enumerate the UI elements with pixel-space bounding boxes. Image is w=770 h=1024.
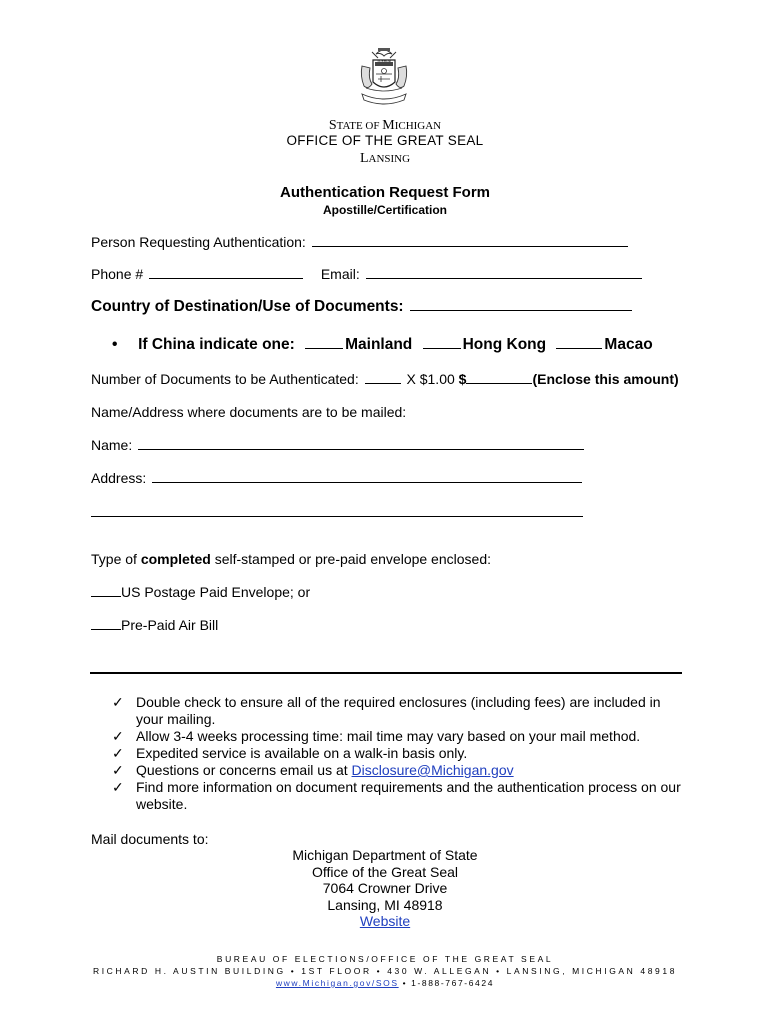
phone-label: Phone # (91, 266, 144, 282)
enclose-text: (Enclose this amount) (532, 371, 679, 387)
checklist-item: ✓ Allow 3-4 weeks processing time: mail time may vary based on your mail method. (112, 728, 641, 744)
check-icon: ✓ (112, 728, 124, 744)
envelope-option-air-bill: Pre-Paid Air Bill (91, 617, 218, 633)
china-mainland-field[interactable] (305, 347, 343, 349)
envelope-option-us-postage: US Postage Paid Envelope; or (91, 584, 310, 600)
mailing-line: Michigan Department of State (292, 847, 478, 863)
checklist-item: ✓ Find more information on document requirements and the authentication process on our website. (112, 779, 681, 812)
email-label: Email: (320, 266, 360, 282)
mail-to-label: Mail documents to: (91, 831, 209, 847)
person-row (91, 234, 630, 250)
dollar-sign: $ (458, 371, 467, 387)
footer-site-link[interactable]: www.Michigan.gov/SOS (275, 978, 399, 988)
address-field[interactable] (152, 481, 582, 483)
china-row (112, 336, 653, 354)
name-label: Name: (91, 437, 133, 453)
footer-bureau: BUREAU OF ELECTIONS/OFFICE OF THE GREAT SEAL (216, 954, 554, 964)
state-heading: STATE OF MICHIGAN (328, 118, 442, 133)
num-docs-label: Number of Documents to be Authenticated: (91, 371, 359, 387)
person-label: Person Requesting Authentication: (91, 234, 306, 250)
email-link[interactable]: Disclosure@Michigan.gov (351, 762, 514, 778)
name-row (91, 437, 586, 453)
checklist (112, 694, 682, 813)
address-row (91, 470, 584, 486)
email-field[interactable] (366, 277, 642, 279)
check-icon: ✓ (112, 694, 124, 710)
phone-row (91, 266, 644, 282)
mail-address-label: Name/Address where documents are to be mailed: (91, 404, 407, 420)
china-macao-field[interactable] (556, 347, 602, 349)
country-row (91, 298, 634, 316)
state-seal (354, 44, 414, 112)
num-docs-row (91, 371, 679, 387)
phone-field[interactable] (149, 277, 303, 279)
china-mainland-option: Mainland (345, 336, 413, 353)
form-title: Authentication Request Form (279, 184, 490, 201)
country-field[interactable] (410, 309, 632, 311)
mailing-line: Lansing, MI 48918 (327, 896, 443, 913)
checklist-item: ✓ Double check to ensure all of the required enclosures (including fees) are included in your mailing. (112, 694, 661, 727)
seal-motto: TUEBOR (377, 59, 391, 63)
lansing-heading: LANSING (359, 151, 411, 166)
form-subtitle: Apostille/Certification (322, 203, 447, 217)
name-field[interactable] (138, 448, 584, 450)
footer-contact (0, 978, 770, 988)
footer-address: RICHARD H. AUSTIN BUILDING • 1ST FLOOR • 430 W. ALLEGAN • LANSING, MICHIGAN 48918 (92, 966, 678, 976)
bullet: • (112, 336, 118, 353)
office-heading: OFFICE OF THE GREAT SEAL (286, 133, 484, 148)
mailing-line: 7064 Crowner Drive (322, 880, 448, 896)
address-line-2[interactable] (91, 516, 583, 517)
checklist-item: ✓ Expedited service is available on a walk-in basis only. (112, 745, 468, 761)
price-text: X $1.00 (406, 371, 455, 387)
check-icon: ✓ (112, 745, 124, 761)
envelope-label: Type of completed self-stamped or pre-paid envelope enclosed: (91, 551, 491, 567)
num-docs-field[interactable] (365, 382, 401, 384)
china-hongkong-option: Hong Kong (462, 336, 547, 353)
china-hongkong-field[interactable] (423, 347, 461, 349)
mailing-line: Office of the Great Seal (311, 863, 459, 880)
china-macao-option: Macao (604, 336, 653, 353)
china-label: If China indicate one: (138, 336, 295, 353)
check-icon: ✓ (112, 762, 124, 778)
divider (90, 672, 682, 674)
air-bill-field[interactable] (91, 628, 121, 630)
website-link[interactable]: Website (359, 913, 411, 929)
footer-phone: • 1-888-767-6424 (398, 978, 495, 988)
address-label: Address: (91, 470, 147, 486)
amount-field[interactable] (466, 382, 532, 384)
person-field[interactable] (312, 245, 628, 247)
checklist-item: ✓ Questions or concerns email us at Disclosure@Michigan.gov (112, 762, 514, 778)
us-postage-field[interactable] (91, 595, 121, 597)
check-icon: ✓ (112, 779, 124, 795)
mailing-address (0, 847, 770, 930)
country-label: Country of Destination/Use of Documents: (91, 298, 404, 315)
